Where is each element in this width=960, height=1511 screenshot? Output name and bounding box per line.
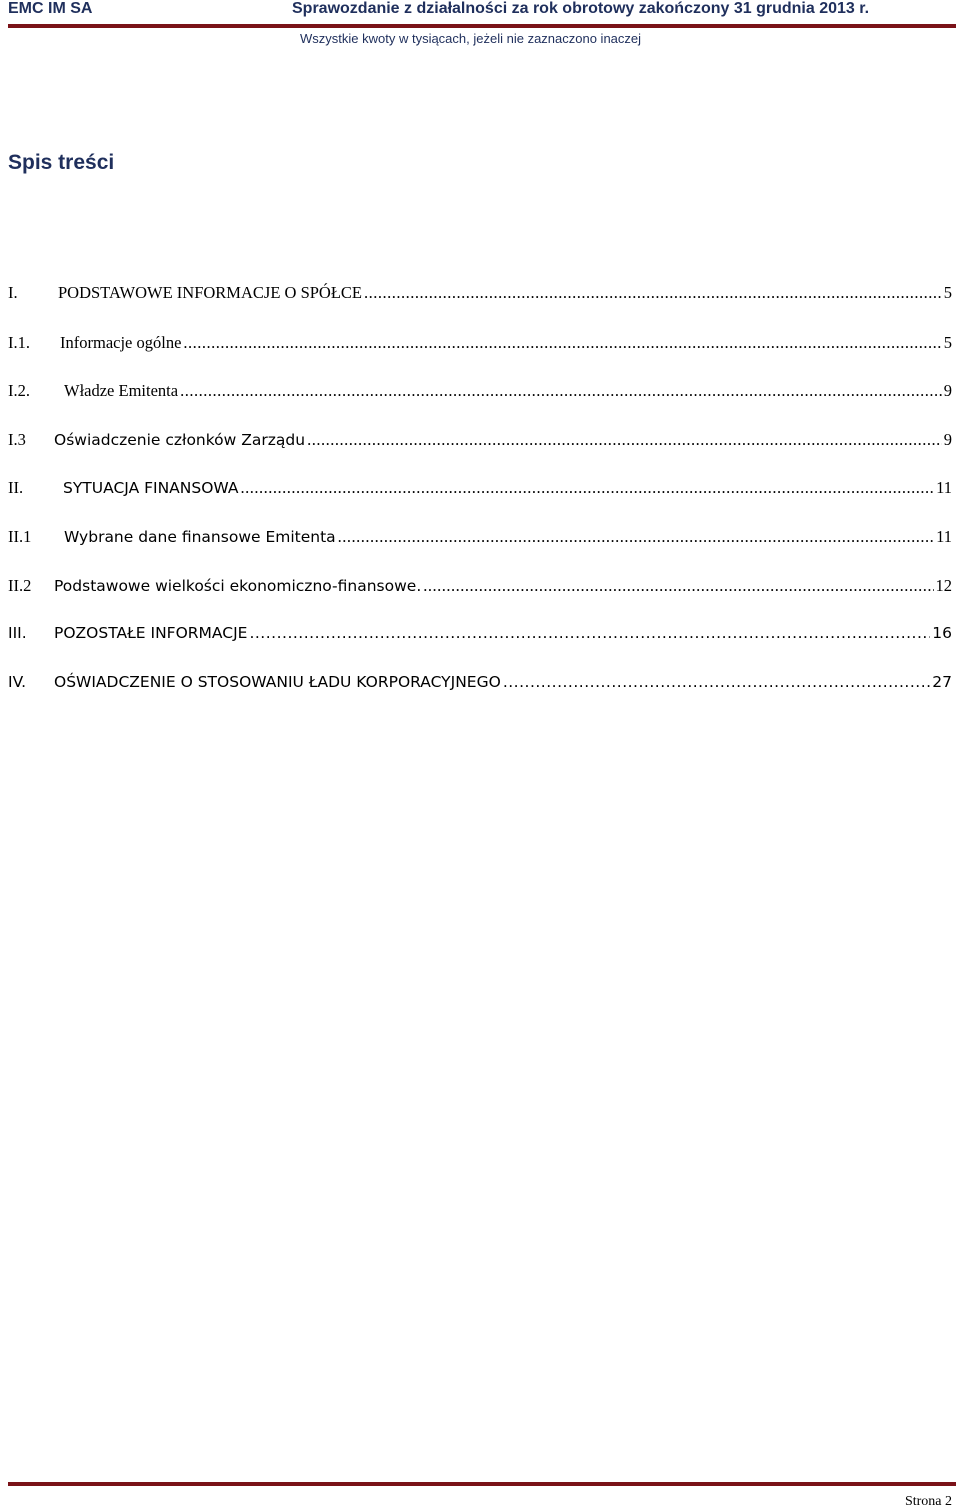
toc-entry-number: I.1. [8, 333, 30, 352]
dot-leader [423, 576, 933, 596]
toc-entry-number: II.2 [8, 576, 32, 595]
toc-entry-page: 11 [936, 478, 952, 497]
toc-entry-title: POZOSTAŁE INFORMACJE [54, 624, 248, 642]
header-divider [8, 24, 956, 28]
toc-entry-page: 9 [943, 381, 952, 400]
toc-heading: Spis treści [8, 151, 115, 174]
toc-entry-page: 9 [943, 430, 952, 449]
toc-entry[interactable] [8, 430, 952, 460]
toc-entry-page: 27 [932, 673, 952, 691]
toc-entry-page: 11 [936, 527, 952, 546]
report-title: Sprawozdanie z działalności za rok obrotowy zakończony 31 grudnia 2013 r. [292, 0, 870, 17]
toc-entry-number: I. [8, 283, 18, 302]
toc-entry-number: I.3 [8, 430, 26, 449]
page-number: Strona 2 [904, 1494, 952, 1509]
toc-entry-title: SYTUACJA FINANSOWA [63, 479, 239, 497]
toc-entry-page: 5 [943, 283, 952, 302]
toc-entry-number: I.2. [8, 381, 30, 400]
toc-entry[interactable] [8, 624, 952, 654]
dot-leader [338, 527, 934, 547]
dot-leader [241, 478, 935, 498]
toc-entry-number: II. [8, 478, 24, 497]
dot-leader [180, 381, 942, 401]
toc-entry[interactable] [8, 381, 952, 411]
toc-entry-title: Władze Emitenta [64, 381, 179, 400]
toc-entry-number: III. [8, 624, 27, 642]
toc-entry[interactable] [8, 283, 952, 313]
toc-entry[interactable] [8, 673, 952, 703]
toc-entry-number: IV. [8, 673, 27, 691]
toc-entry[interactable] [8, 576, 952, 606]
toc-entry-title: PODSTAWOWE INFORMACJE O SPÓŁCE [58, 283, 363, 302]
dot-leader [249, 624, 930, 642]
page-header [0, 0, 960, 52]
toc-entry-page: 12 [935, 576, 952, 595]
toc-entry-title: Oświadczenie członków Zarządu [54, 431, 306, 449]
toc-entry-page: 16 [932, 624, 952, 642]
toc-entry-page: 5 [943, 333, 952, 352]
toc-entry-title: OŚWIADCZENIE O STOSOWANIU ŁADU KORPORACYJNEGO [54, 673, 501, 691]
company-name: EMC IM SA [8, 0, 93, 17]
toc-entry-number: II.1 [8, 527, 32, 546]
header-subtitle: Wszystkie kwoty w tysiącach, jeżeli nie zaznaczono inaczej [300, 31, 642, 46]
toc-entry[interactable] [8, 478, 952, 508]
dot-leader [183, 333, 941, 353]
toc-entry[interactable] [8, 333, 952, 363]
toc-entry-title: Podstawowe wielkości ekonomiczno-finansowe. [54, 577, 422, 595]
toc-entry[interactable] [8, 527, 952, 557]
dot-leader [307, 430, 942, 450]
toc-entry-title: Wybrane dane finansowe Emitenta [64, 528, 336, 546]
toc-entry-title: Informacje ogólne [60, 333, 182, 352]
dot-leader [364, 283, 942, 303]
footer-divider [8, 1482, 956, 1486]
dot-leader [503, 673, 930, 691]
